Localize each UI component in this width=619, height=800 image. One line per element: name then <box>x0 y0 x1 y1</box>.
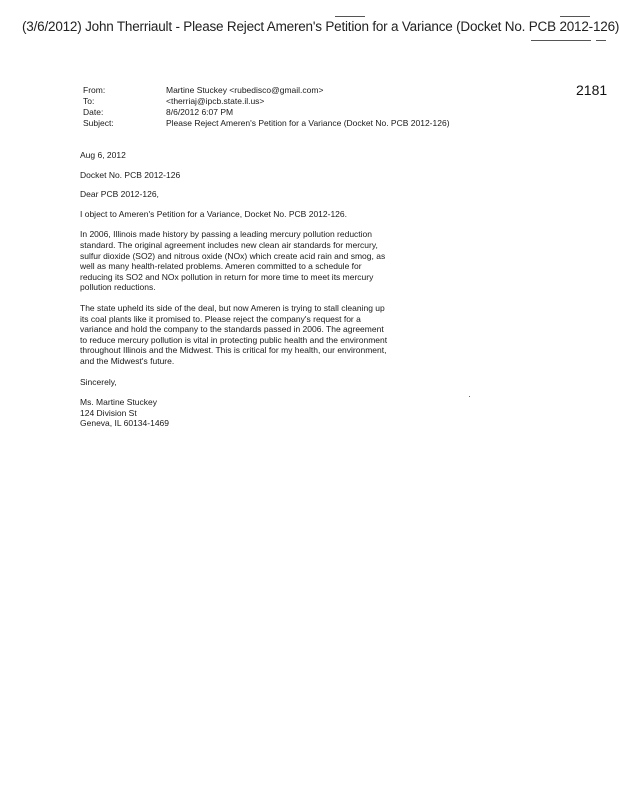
email-date-row <box>83 107 450 118</box>
signature-street: 124 Division St <box>80 407 137 418</box>
letter-docket: Docket No. PCB 2012-126 <box>80 169 181 180</box>
from-value: Martine Stuckey <rubedisco@gmail.com> <box>166 85 324 95</box>
letter-date: Aug 6, 2012 <box>80 150 126 160</box>
scan-artifact-line <box>560 16 590 17</box>
date-label: Date: <box>83 107 104 117</box>
email-metadata <box>83 85 450 129</box>
letter-body <box>80 150 390 429</box>
document-header-title: (3/6/2012) John Therriault - Please Reject Ameren's Petition for a Variance (Docket No. PCB 2012-126) <box>22 19 619 34</box>
subject-value: Please Reject Ameren's Petition for a Variance (Docket No. PCB 2012-126) <box>166 118 450 128</box>
email-to-row <box>83 96 450 107</box>
date-value: 8/6/2012 6:07 PM <box>166 107 234 117</box>
signature-name: Ms. Martine Stuckey <box>80 397 157 408</box>
subject-label: Subject: <box>83 118 114 128</box>
letter-closing: Sincerely, <box>80 376 117 387</box>
page-number: 2181 <box>576 82 608 98</box>
scan-artifact-line <box>335 16 365 17</box>
to-value: <therriaj@ipcb.state.il.us> <box>166 96 265 106</box>
email-from-row <box>83 85 450 96</box>
signature-block <box>80 397 390 429</box>
letter-paragraph-1: In 2006, Illinois made history by passing a leading mercury pollution reduction standard. The original agreement includes new clean air standards for mercury, sulfur dioxide (SO2) and nitrous oxide (NOx) which create acid rain and smog, as well as many health-related problems. Ameren committed to a schedule for reducing its SO2 and NOx pollution in return for more time to meet its mercury pollution reductions. <box>80 229 386 293</box>
to-label: To: <box>83 96 95 106</box>
letter-paragraph-2: The state upheld its side of the deal, but now Ameren is trying to stall cleaning up its coal plants like it promised to. Please reject the company's request for a variance and hold the company to the standards passed in 2006. The agreement to reduce mercury pollution is vital in protecting public health and the environment throughout Illinois and the Midwest. This is critical for my health, our environment, and the Midwest's future. <box>80 302 388 366</box>
email-subject-row <box>83 118 450 129</box>
scan-artifact-dot <box>469 396 470 397</box>
from-label: From: <box>83 85 106 95</box>
scan-artifact-line <box>531 40 591 41</box>
letter-salutation: Dear PCB 2012-126, <box>80 189 159 200</box>
scan-artifact-line <box>596 40 606 41</box>
letter-subject: I object to Ameren's Petition for a Variance, Docket No. PCB 2012-126. <box>80 208 347 219</box>
signature-city: Geneva, IL 60134-1469 <box>80 418 170 429</box>
